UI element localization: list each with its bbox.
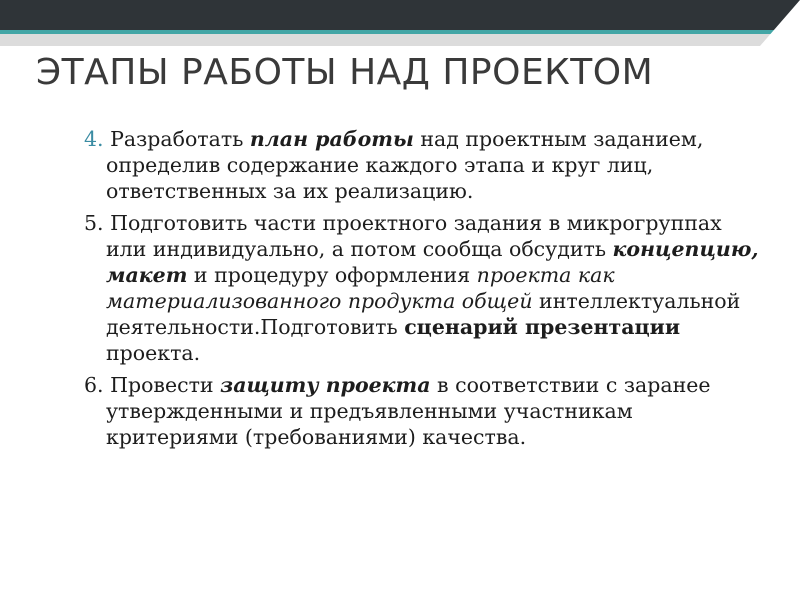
item-number: 4. bbox=[84, 127, 104, 151]
item-text: Подготовить части проектного задания в микрогруппах или индивидуально, а потом сообща обсудить bbox=[103, 211, 722, 261]
item-number: 6. bbox=[84, 373, 104, 397]
list-item-6 bbox=[84, 372, 764, 450]
slide-content bbox=[84, 126, 764, 456]
top-decorative-bar bbox=[0, 0, 800, 30]
bold-text: сценарий презентации bbox=[404, 315, 681, 339]
list-item-4 bbox=[84, 126, 764, 204]
slide-title: ЭТАПЫ РАБОТЫ НАД ПРОЕКТОМ bbox=[36, 52, 654, 93]
item-text: над проектным заданием, определив содержание каждого этапа и круг лиц, ответственных за их реализацию. bbox=[106, 127, 704, 203]
emphasis-text: концепцию, макет bbox=[106, 237, 759, 287]
emphasis-text: план работы bbox=[249, 127, 414, 151]
item-text: интеллектуальной деятельности.Подготовить bbox=[106, 289, 741, 339]
list-item-5 bbox=[84, 210, 764, 366]
item-text: проекта. bbox=[106, 341, 201, 365]
emphasis-text: защиту проекта bbox=[220, 373, 431, 397]
item-number: 5. bbox=[84, 211, 104, 235]
light-stripe bbox=[0, 34, 800, 46]
item-text: Провести bbox=[103, 373, 221, 397]
italic-text: проекта как материализованного продукта общей bbox=[106, 263, 615, 313]
item-text: и процедуру оформления bbox=[187, 263, 477, 287]
item-text: в соответствии с заранее утвержденными и предъявленными участникам критериями (требованиями) качества. bbox=[106, 373, 711, 449]
item-text: Разработать bbox=[103, 127, 250, 151]
